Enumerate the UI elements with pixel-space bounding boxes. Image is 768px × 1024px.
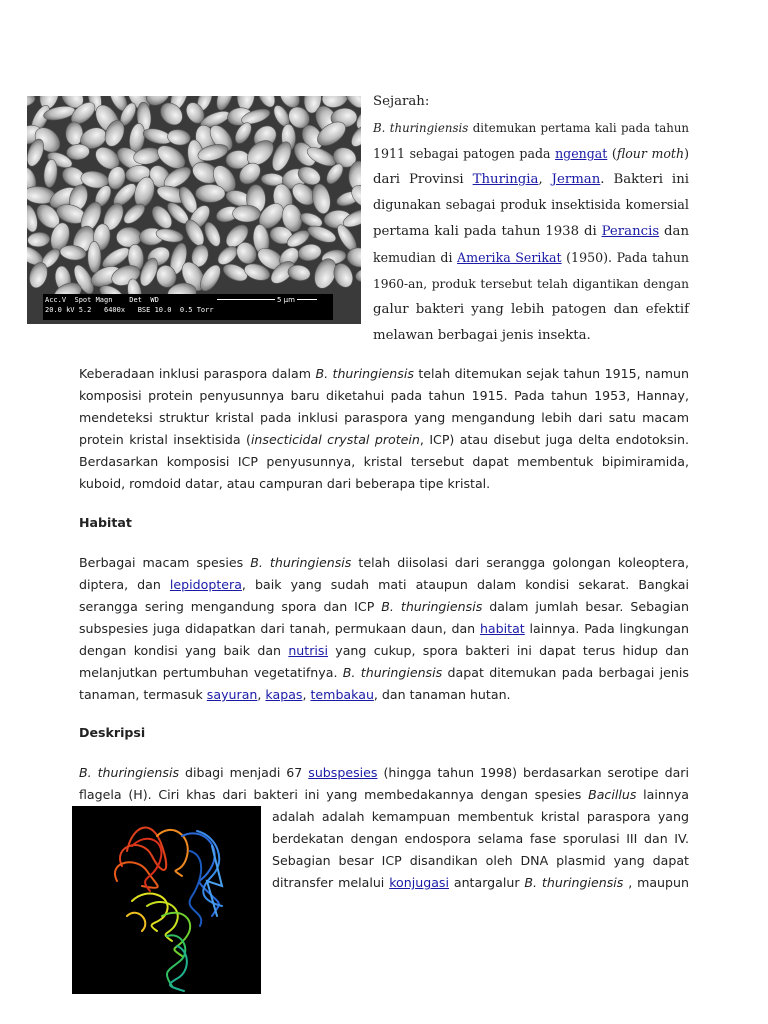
text-span: tanaman, termasuk: [79, 687, 207, 702]
sejarah-heading: Sejarah:: [373, 94, 430, 109]
link-sayuran[interactable]: sayuran: [206, 687, 258, 702]
sejarah-text: [373, 115, 689, 349]
paragraph-1-text: [79, 363, 689, 495]
habitat-text: [79, 552, 689, 706]
crystal-particle: [232, 205, 260, 222]
deskripsi-paragraph-full: [79, 762, 689, 806]
text-span: Berbagai macam spesies: [79, 555, 251, 570]
text-line: [79, 596, 689, 618]
text-span: (hingga tahun 1998) berdasarkan serotipe dari: [377, 765, 689, 780]
text-line: [373, 193, 689, 219]
text-line: [373, 141, 689, 167]
text-span: yang cukup, spora bakteri ini dapat terus hidup dan: [327, 643, 689, 658]
text-line: [79, 407, 689, 429]
text-span: mendeteksi struktur kristal pada inklusi paraspora yang mengandung lebih dari satu macam: [79, 410, 689, 425]
text-span: dengan kondisi yang baik dan: [79, 643, 289, 658]
text-span: Keberadaan inklusi paraspora dalam: [79, 366, 316, 381]
italic-text: B. thuringiensis: [524, 875, 624, 890]
text-span: flagela (H). Ciri khas dari bakteri ini yang membedakannya dengan spesies: [79, 787, 589, 802]
text-line: [373, 297, 689, 323]
text-span: ditransfer melalui: [272, 875, 390, 890]
text-span: pertama kali pada tahun 1938 di: [373, 224, 602, 239]
link-perancis[interactable]: Perancis: [601, 224, 660, 239]
crystal-particle: [202, 220, 224, 249]
text-line: [79, 363, 689, 385]
text-span: , baik yang sudah mati ataupun dalam kondisi sekarat. Bangkai: [241, 577, 689, 592]
text-line: [373, 167, 689, 193]
link-ngengat[interactable]: ngengat: [555, 146, 608, 161]
crystal-particle: [27, 231, 50, 247]
link-jerman[interactable]: Jerman: [551, 172, 601, 187]
text-span: Berdasarkan komposisi ICP penyusunnya, kristal tersebut dapat membentuk bipimiramida,: [79, 454, 689, 469]
text-span: berdekatan dengan endospora selama fase sporulasi III dan IV.: [272, 831, 689, 846]
text-span: ,: [538, 172, 552, 187]
italic-text: insecticidal crystal protein: [250, 432, 420, 447]
text-line: [373, 115, 689, 141]
text-line: [373, 245, 689, 271]
text-span: subspesies juga didapatkan dari tanah, permukaan daun, dan: [79, 621, 480, 636]
crystal-particle: [116, 227, 142, 248]
crystal-particle: [27, 96, 36, 108]
text-span: antargalur: [448, 875, 525, 890]
text-line: [272, 850, 689, 872]
text-span: dan: [659, 224, 690, 239]
link-amerika-serikat[interactable]: Amerika Serikat: [457, 250, 562, 265]
text-span: , ICP) atau disebut juga delta endotoksin.: [419, 432, 690, 447]
protein-structure-image: [72, 806, 261, 994]
text-span: adalah adalah kemampuan membentuk kristal paraspora yang: [272, 809, 689, 824]
text-span: , maupun: [623, 875, 689, 890]
italic-text: B. thuringiensis: [79, 765, 180, 780]
text-span: , dan tanaman hutan.: [373, 687, 511, 702]
link-kapas[interactable]: kapas: [265, 687, 303, 702]
text-line: [79, 552, 689, 574]
text-span: ): [684, 146, 689, 161]
crystal-particle: [346, 246, 361, 269]
sejarah-section: [373, 89, 689, 349]
text-line: [79, 662, 689, 684]
text-span: kuboid, romdoid datar, atau campuran dari beberapa tipe kristal.: [79, 476, 491, 491]
link-konjugasi[interactable]: konjugasi: [389, 875, 449, 890]
text-line: [79, 640, 689, 662]
italic-text: B. thuringiensis: [342, 665, 443, 680]
sem-micrograph-image: [27, 96, 361, 324]
text-span: lainnya: [636, 787, 689, 802]
sem-scale-bar: [217, 299, 317, 300]
text-line: [79, 451, 689, 473]
text-line: [79, 574, 689, 596]
text-line: [79, 385, 689, 407]
link-subspesies[interactable]: subspesies: [308, 765, 378, 780]
text-span: telah diisolasi dari serangga golongan koleoptera,: [351, 555, 689, 570]
link-nutrisi[interactable]: nutrisi: [288, 643, 328, 658]
habitat-paragraph: [79, 552, 689, 706]
crystal-particle: [196, 184, 226, 202]
text-line: [79, 762, 689, 784]
deskripsi-text-full: [79, 762, 689, 806]
text-line: [79, 784, 689, 806]
text-line: [272, 872, 689, 894]
text-span: dibagi menjadi 67: [179, 765, 309, 780]
deskripsi-paragraph-narrow: [272, 806, 689, 894]
italic-text: B. thuringiensis: [250, 555, 352, 570]
text-line: [272, 828, 689, 850]
link-tembakau[interactable]: tembakau: [310, 687, 374, 702]
text-span: dari Provinsi: [373, 172, 473, 187]
italic-text: B. thuringiensis: [373, 121, 469, 135]
habitat-heading: Habitat: [79, 515, 132, 530]
text-span: (: [607, 146, 617, 161]
sem-caption-2: 20.0 kV 5.2 6400x BSE 10.0 0.5 Torr: [45, 306, 214, 314]
paragraph-inklusi-paraspora: [79, 363, 689, 495]
sem-caption-1: Acc.V Spot Magn Det WD: [45, 296, 159, 304]
text-span: dalam jumlah besar. Sebagian: [482, 599, 689, 614]
italic-text: B. thuringiensis: [381, 599, 483, 614]
text-span: serangga sering mengandung spora dan ICP: [79, 599, 382, 614]
link-habitat[interactable]: habitat: [479, 621, 525, 636]
text-line: [79, 429, 689, 451]
text-span: (1950). Pada tahun: [561, 250, 689, 265]
text-span: ditemukan pertama kali pada tahun: [468, 121, 689, 135]
text-line: [373, 219, 689, 245]
italic-text: Bacillus: [588, 787, 637, 802]
text-span: Sebagian besar ICP disandikan oleh DNA plasmid yang dapat: [272, 853, 689, 868]
crystal-particle: [88, 241, 102, 273]
text-line: [272, 806, 689, 828]
text-line: [373, 271, 689, 297]
text-span: telah ditemukan sejak tahun 1915, namun: [413, 366, 689, 381]
crystal-particle: [43, 159, 59, 188]
text-span: dapat ditemukan pada berbagai jenis: [442, 665, 689, 680]
crystal-particle: [297, 243, 323, 263]
text-span: galur bakteri yang lebih patogen dan efektif: [373, 302, 689, 317]
text-line: [373, 323, 689, 349]
text-span: . Bakteri ini: [600, 172, 690, 187]
link-thuringia[interactable]: Thuringia: [472, 172, 539, 187]
link-lepidoptera[interactable]: lepidoptera: [169, 577, 242, 592]
text-span: 1960-an, produk tersebut telah digantikan dengan: [373, 277, 689, 291]
deskripsi-text-narrow: [272, 806, 689, 894]
text-span: ,: [257, 687, 266, 702]
italic-text: flour moth: [616, 146, 685, 161]
text-line: [79, 473, 689, 495]
text-span: protein kristal insektisida (: [79, 432, 251, 447]
crystal-particle: [167, 128, 192, 146]
text-span: ,: [302, 687, 311, 702]
crystal-particle: [310, 182, 333, 215]
crystal-particle: [354, 266, 361, 284]
deskripsi-heading: Deskripsi: [79, 725, 146, 740]
text-span: melawan berbagai jenis insekta.: [373, 328, 591, 343]
text-span: 1911 sebagai patogen pada: [373, 146, 556, 161]
text-line: [79, 684, 689, 706]
text-span: melanjutkan pertumbuhan vegetatifnya.: [79, 665, 343, 680]
italic-text: B. thuringiensis: [315, 366, 414, 381]
text-span: lainnya. Pada lingkungan: [524, 621, 689, 636]
text-span: diptera, dan: [79, 577, 170, 592]
text-line: [79, 618, 689, 640]
text-span: kemudian di: [373, 250, 458, 265]
sem-scale-label: 5 µm: [277, 296, 295, 304]
text-span: komposisi protein penyusunnya baru diketahui pada tahun 1915. Pada tahun 1953, Hannay,: [79, 388, 689, 403]
text-span: digunakan sebagai produk insektisida komersial: [373, 198, 689, 213]
